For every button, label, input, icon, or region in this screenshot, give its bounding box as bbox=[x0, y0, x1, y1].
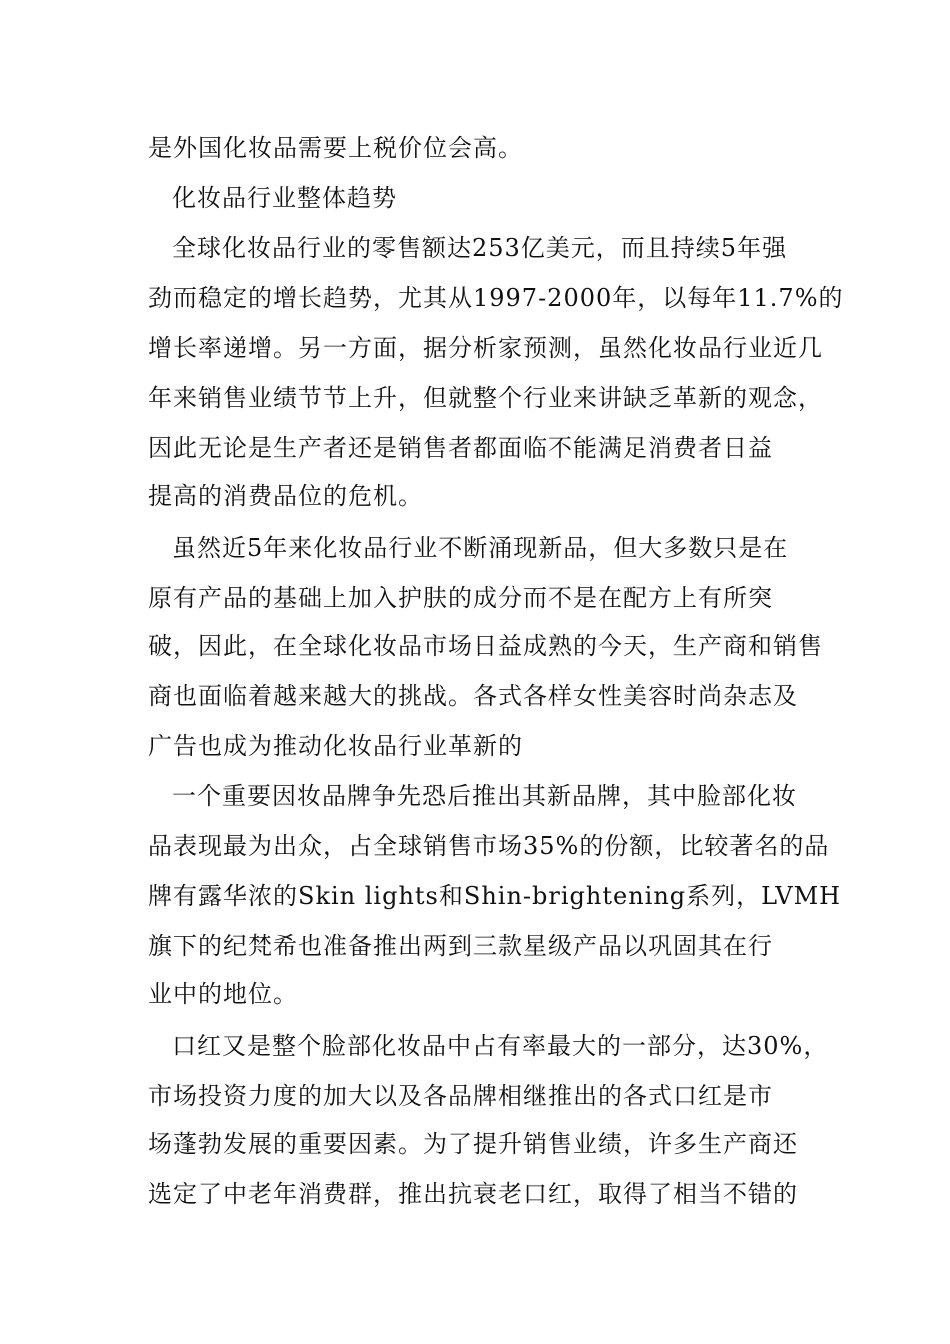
text-line: 场蓬勃发展的重要因素。为了提升销售业绩，许多生产商还 bbox=[148, 1130, 798, 1158]
text-line: 一个重要因妆品牌争先恐后推出其新品牌，其中脸部化妆 bbox=[172, 782, 797, 810]
text-line: 品表现最为出众，占全球销售市场35%的份额，比较著名的品 bbox=[148, 832, 830, 860]
text-line: 增长率递增。另一方面，据分析家预测，虽然化妆品行业近几 bbox=[148, 334, 823, 362]
text-line: 因此无论是生产者还是销售者都面临不能满足消费者日益 bbox=[148, 434, 773, 462]
text-line: 商也面临着越来越大的挑战。各式各样女性美容时尚杂志及 bbox=[148, 682, 798, 710]
text-line: 广告也成为推动化妆品行业革新的 bbox=[148, 732, 523, 760]
text-line: 全球化妆品行业的零售额达253亿美元，而且持续5年强 bbox=[172, 234, 788, 262]
text-line: 是外国化妆品需要上税价位会高。 bbox=[148, 134, 523, 162]
text-line: 口红又是整个脸部化妆品中占有率最大的一部分，达30%， bbox=[172, 1032, 829, 1060]
text-line: 虽然近5年来化妆品行业不断涌现新品，但大多数只是在 bbox=[172, 534, 789, 562]
text-line: 劲而稳定的增长趋势，尤其从1997-2000年，以每年11.7%的 bbox=[148, 284, 844, 312]
text-line: 旗下的纪梵希也准备推出两到三款星级产品以巩固其在行 bbox=[148, 932, 773, 960]
section-heading: 化妆品行业整体趋势 bbox=[172, 184, 397, 212]
text-line: 年来销售业绩节节上升，但就整个行业来讲缺乏革新的观念， bbox=[148, 384, 823, 412]
text-line: 破，因此，在全球化妆品市场日益成熟的今天，生产商和销售 bbox=[148, 632, 823, 660]
text-line: 市场投资力度的加大以及各品牌相继推出的各式口红是市 bbox=[148, 1082, 773, 1110]
text-line: 原有产品的基础上加入护肤的成分而不是在配方上有所突 bbox=[148, 584, 773, 612]
text-line: 业中的地位。 bbox=[148, 980, 298, 1008]
text-line: 提高的消费品位的危机。 bbox=[148, 482, 423, 510]
text-line: 选定了中老年消费群，推出抗衰老口红，取得了相当不错的 bbox=[148, 1180, 798, 1208]
text-line: 牌有露华浓的Skin lights和Shin-brightening系列，LVMH bbox=[148, 882, 842, 910]
